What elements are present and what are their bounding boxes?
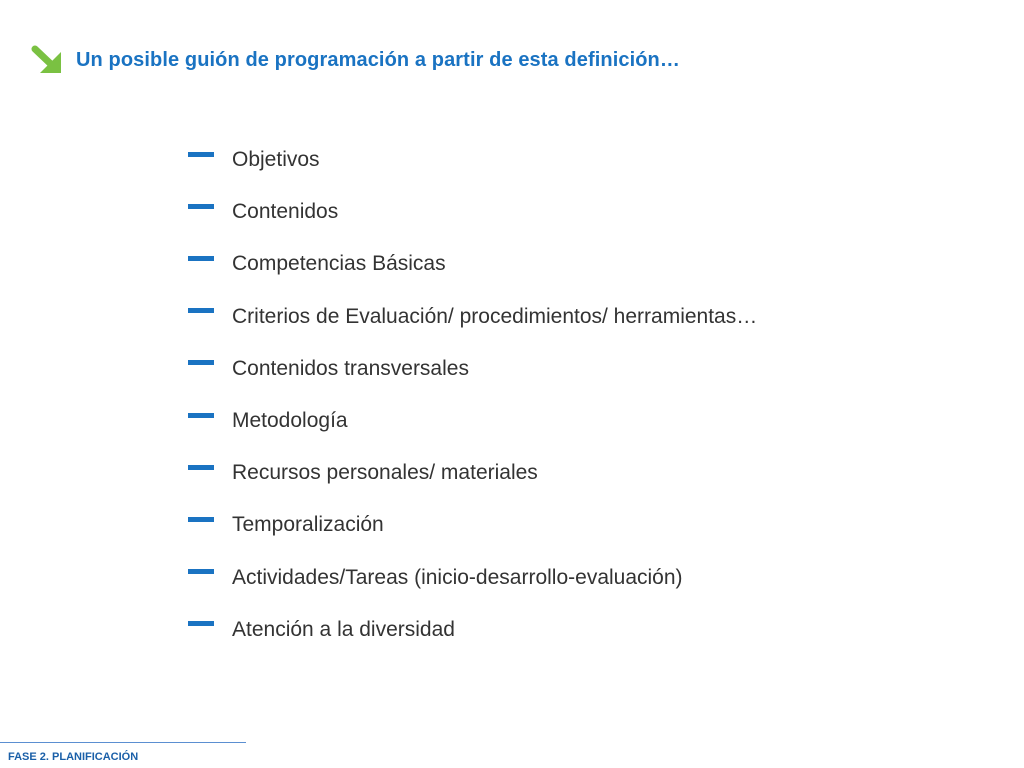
- dash-bullet-icon: [188, 621, 214, 626]
- dash-bullet-icon: [188, 517, 214, 522]
- list-item-text: Metodología: [232, 409, 348, 433]
- list-item-text: Recursos personales/ materiales: [232, 461, 538, 485]
- list-item-text: Competencias Básicas: [232, 252, 446, 276]
- dash-bullet-icon: [188, 413, 214, 418]
- title-row: [30, 42, 680, 78]
- dash-bullet-icon: [188, 569, 214, 574]
- list-item-text: Atención a la diversidad: [232, 617, 455, 641]
- list-item-text: Criterios de Evaluación/ procedimientos/ herramientas…: [232, 304, 758, 328]
- list-item: [188, 552, 757, 604]
- list-item-text: Contenidos transversales: [232, 356, 469, 380]
- list-item: [188, 447, 757, 499]
- list-item: [188, 604, 757, 656]
- list-item: [188, 186, 757, 238]
- list-item: [188, 499, 757, 551]
- list-item: [188, 134, 757, 186]
- list-item: [188, 343, 757, 395]
- footer-label: FASE 2. PLANIFICACIÓN: [8, 751, 139, 763]
- green-arrow-icon: [30, 43, 64, 77]
- dash-bullet-icon: [188, 256, 214, 261]
- list-item-text: Temporalización: [232, 513, 384, 537]
- list-item: [188, 291, 757, 343]
- list-item: [188, 238, 757, 290]
- bullet-list: [188, 134, 757, 656]
- slide-title: Un posible guión de programación a partir de esta definición…: [76, 48, 680, 71]
- list-item: [188, 395, 757, 447]
- footer-divider: [0, 742, 246, 743]
- dash-bullet-icon: [188, 152, 214, 157]
- dash-bullet-icon: [188, 308, 214, 313]
- list-item-text: Actividades/Tareas (inicio-desarrollo-evaluación): [232, 565, 683, 589]
- dash-bullet-icon: [188, 465, 214, 470]
- dash-bullet-icon: [188, 360, 214, 365]
- list-item-text: Contenidos: [232, 200, 339, 224]
- list-item-text: Objetivos: [232, 148, 320, 172]
- dash-bullet-icon: [188, 204, 214, 209]
